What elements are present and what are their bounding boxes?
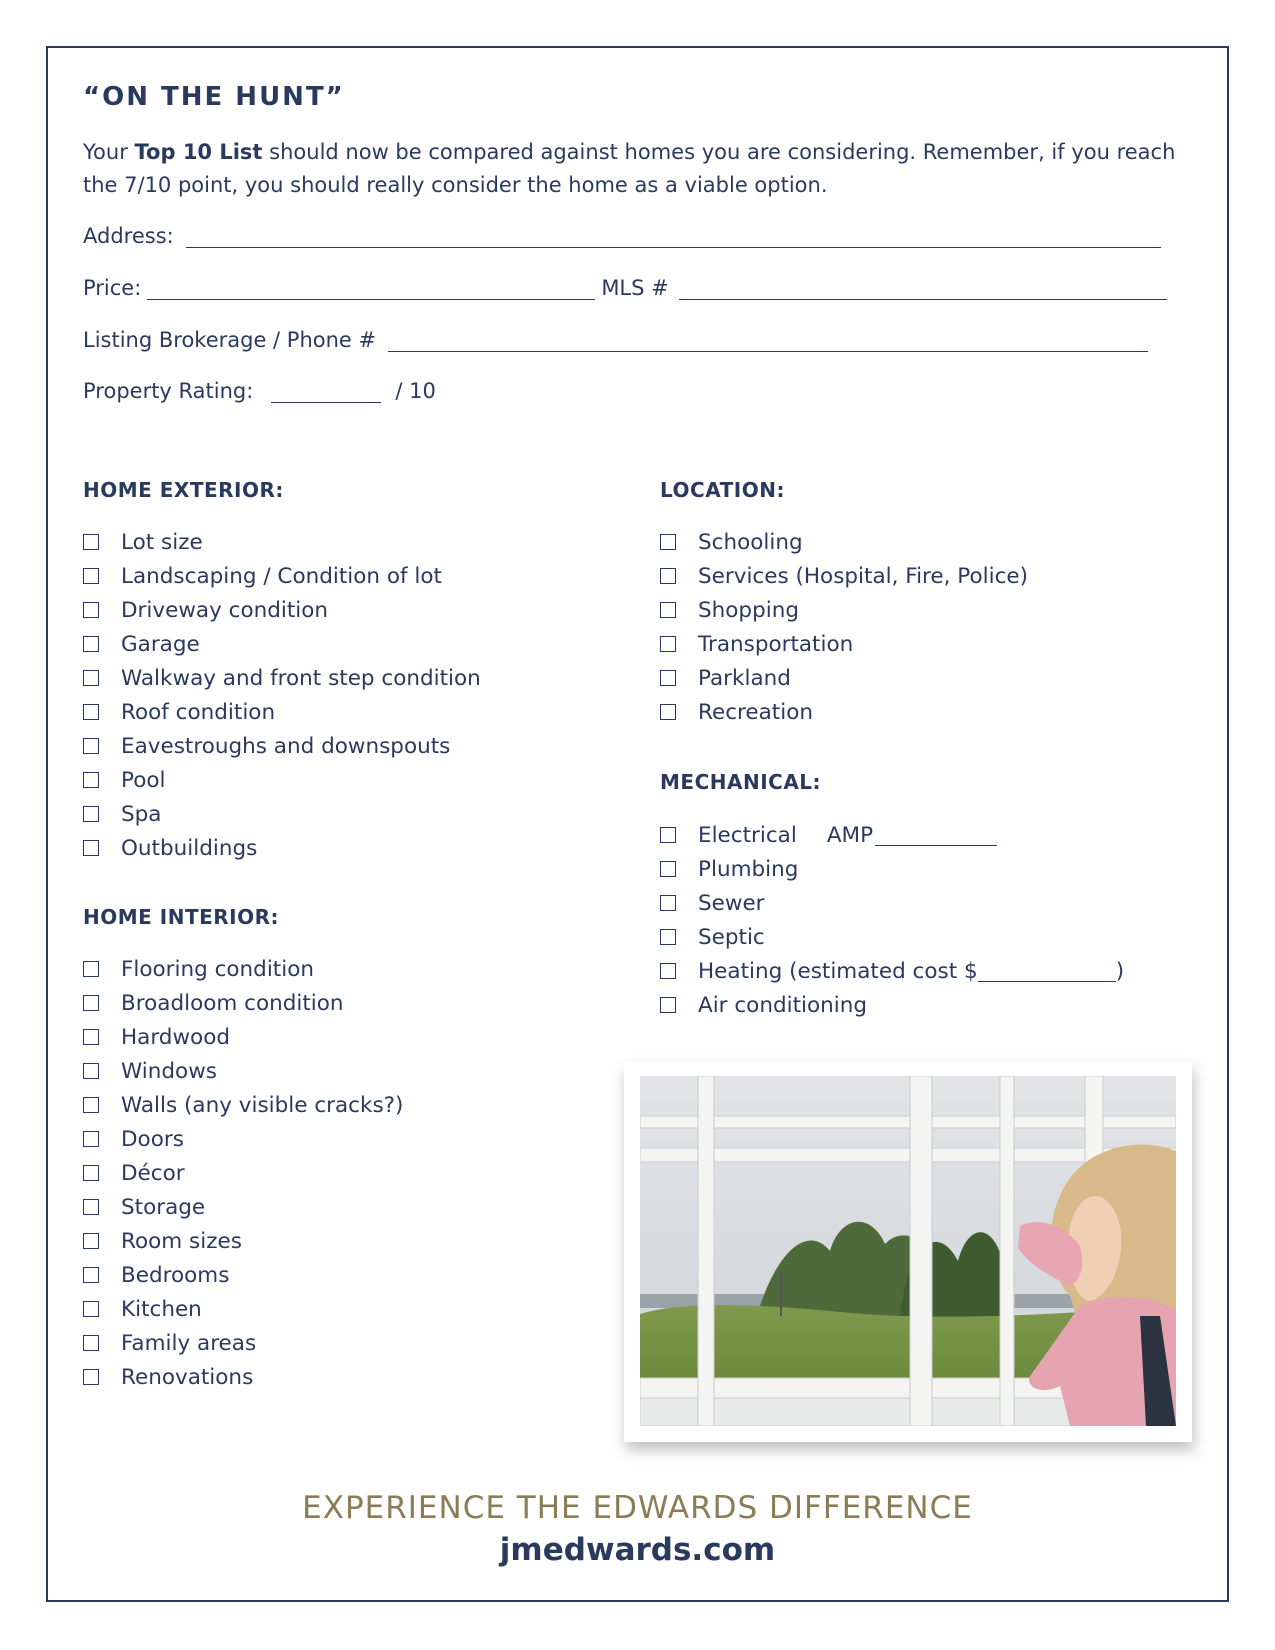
checkbox[interactable]	[83, 995, 99, 1011]
list-item	[660, 852, 1124, 886]
mechanical-heading: MECHANICAL:	[660, 770, 822, 794]
list-item	[83, 831, 481, 865]
list-item	[83, 1020, 403, 1054]
mls-input-line[interactable]	[679, 277, 1167, 300]
checkbox[interactable]	[83, 1369, 99, 1385]
footer-tagline: EXPERIENCE THE EDWARDS DIFFERENCE	[302, 1490, 973, 1526]
checkbox[interactable]	[660, 602, 676, 618]
list-item	[660, 627, 1028, 661]
item-label: Shopping	[698, 597, 799, 623]
item-label: Roof condition	[121, 699, 276, 725]
item-label: Electrical	[698, 822, 797, 848]
item-label: Family areas	[121, 1330, 257, 1356]
intro-emphasis: Top 10 List	[134, 140, 263, 164]
checkbox[interactable]	[83, 738, 99, 754]
checkbox[interactable]	[83, 1029, 99, 1045]
item-label: Schooling	[698, 529, 803, 555]
list-item	[660, 559, 1028, 593]
item-label: Walkway and front step condition	[121, 665, 481, 691]
list-item	[660, 920, 1124, 954]
mls-label: MLS #	[601, 276, 669, 300]
checkbox[interactable]	[660, 963, 676, 979]
checkbox[interactable]	[83, 1199, 99, 1215]
list-item	[660, 661, 1028, 695]
rating-label: Property Rating:	[83, 379, 254, 403]
address-row	[83, 218, 1161, 248]
checkbox[interactable]	[83, 534, 99, 550]
page-title: “ON THE HUNT”	[83, 82, 345, 112]
item-label: Bedrooms	[121, 1262, 230, 1288]
intro-text-end: should now be compared against homes you are considering. Remember, if you reach the 7/10 point, you should really consider the home as a viable option.	[83, 140, 1176, 197]
list-item	[83, 1292, 403, 1326]
item-label: Recreation	[698, 699, 813, 725]
footer-website[interactable]: jmedwards.com	[499, 1532, 776, 1568]
intro-paragraph	[83, 136, 1203, 202]
item-label: Outbuildings	[121, 835, 258, 861]
item-label: Garage	[121, 631, 200, 657]
checkbox[interactable]	[83, 772, 99, 788]
item-label: Kitchen	[121, 1296, 202, 1322]
item-label: Driveway condition	[121, 597, 329, 623]
list-item	[83, 627, 481, 661]
item-label: Eavestroughs and downspouts	[121, 733, 451, 759]
photo-card	[624, 1062, 1192, 1442]
checkbox[interactable]	[83, 1063, 99, 1079]
item-label: Services (Hospital, Fire, Police)	[698, 563, 1029, 589]
mechanical-list	[660, 818, 1124, 1022]
item-label: Air conditioning	[698, 992, 868, 1018]
brokerage-input-line[interactable]	[388, 329, 1148, 352]
list-item	[83, 1054, 403, 1088]
checkbox[interactable]	[660, 636, 676, 652]
address-label: Address:	[83, 224, 174, 248]
item-label: Septic	[698, 924, 765, 950]
amp-label: AMP	[826, 822, 874, 848]
list-item	[83, 695, 481, 729]
item-label: Parkland	[698, 665, 791, 691]
heating-cost-input-line[interactable]	[978, 961, 1116, 982]
list-item	[83, 1224, 403, 1258]
intro-text-start: Your	[83, 140, 135, 164]
checkbox[interactable]	[660, 827, 676, 843]
amp-input-line[interactable]	[875, 825, 997, 846]
item-label: Hardwood	[121, 1024, 230, 1050]
price-row	[83, 270, 1167, 300]
list-item	[83, 1326, 403, 1360]
item-label: Landscaping / Condition of lot	[121, 563, 442, 589]
home-exterior-list	[83, 525, 481, 865]
list-item	[83, 797, 481, 831]
price-label: Price:	[83, 276, 142, 300]
home-exterior-heading: HOME EXTERIOR:	[83, 478, 284, 502]
brokerage-row	[83, 322, 1148, 352]
checkbox[interactable]	[83, 1131, 99, 1147]
item-label: Spa	[121, 801, 162, 827]
checkbox[interactable]	[660, 704, 676, 720]
home-interior-heading: HOME INTERIOR:	[83, 905, 279, 929]
list-item	[660, 593, 1028, 627]
list-item	[83, 593, 481, 627]
list-item	[660, 954, 1124, 988]
list-item	[660, 525, 1028, 559]
list-item	[660, 886, 1124, 920]
item-label: Transportation	[698, 631, 854, 657]
list-item	[660, 988, 1124, 1022]
rating-input-line[interactable]	[271, 380, 381, 403]
heating-close-paren: )	[1115, 958, 1125, 984]
list-item	[83, 1258, 403, 1292]
checkbox[interactable]	[83, 670, 99, 686]
list-item	[83, 1360, 403, 1394]
checkbox[interactable]	[83, 568, 99, 584]
home-interior-list	[83, 952, 403, 1394]
location-heading: LOCATION:	[660, 478, 785, 502]
rating-suffix: / 10	[395, 379, 436, 403]
checkbox[interactable]	[83, 1335, 99, 1351]
checkbox[interactable]	[83, 1165, 99, 1181]
list-item	[83, 1088, 403, 1122]
item-label: Windows	[121, 1058, 217, 1084]
list-item	[83, 1156, 403, 1190]
item-label: Doors	[121, 1126, 184, 1152]
checkbox[interactable]	[83, 1097, 99, 1113]
checkbox[interactable]	[83, 1301, 99, 1317]
checkbox[interactable]	[660, 997, 676, 1013]
item-label: Renovations	[121, 1364, 254, 1390]
item-label: Room sizes	[121, 1228, 242, 1254]
item-label: Broadloom condition	[121, 990, 344, 1016]
price-input-line[interactable]	[147, 277, 595, 300]
item-label: Storage	[121, 1194, 206, 1220]
checkbox[interactable]	[660, 534, 676, 550]
checkbox[interactable]	[660, 895, 676, 911]
checkbox[interactable]	[83, 1233, 99, 1249]
list-item	[83, 559, 481, 593]
checkbox[interactable]	[83, 636, 99, 652]
item-label: Walls (any visible cracks?)	[121, 1092, 404, 1118]
item-label: Pool	[121, 767, 166, 793]
checkbox[interactable]	[83, 961, 99, 977]
checkbox[interactable]	[660, 929, 676, 945]
list-item	[83, 763, 481, 797]
child-at-window-photo	[640, 1076, 1176, 1426]
checkbox[interactable]	[660, 861, 676, 877]
list-item	[83, 1190, 403, 1224]
list-item	[83, 1122, 403, 1156]
item-label: Plumbing	[698, 856, 799, 882]
list-item	[83, 729, 481, 763]
rating-row	[83, 373, 436, 403]
checkbox[interactable]	[660, 568, 676, 584]
item-label: Flooring condition	[121, 956, 314, 982]
checkbox[interactable]	[83, 602, 99, 618]
checkbox[interactable]	[660, 670, 676, 686]
checkbox[interactable]	[83, 1267, 99, 1283]
checkbox[interactable]	[83, 840, 99, 856]
checkbox[interactable]	[83, 704, 99, 720]
item-label: Heating (estimated cost $	[698, 958, 978, 984]
list-item	[83, 525, 481, 559]
location-list	[660, 525, 1028, 729]
list-item	[83, 661, 481, 695]
item-label: Lot size	[121, 529, 203, 555]
list-item	[660, 818, 1124, 852]
checkbox[interactable]	[83, 806, 99, 822]
list-item	[83, 986, 403, 1020]
item-label: Décor	[121, 1160, 185, 1186]
list-item	[660, 695, 1028, 729]
list-item	[83, 952, 403, 986]
brokerage-label: Listing Brokerage / Phone #	[83, 328, 377, 352]
photo-illustration	[640, 1076, 1176, 1426]
item-label: Sewer	[698, 890, 765, 916]
address-input-line[interactable]	[186, 225, 1161, 248]
